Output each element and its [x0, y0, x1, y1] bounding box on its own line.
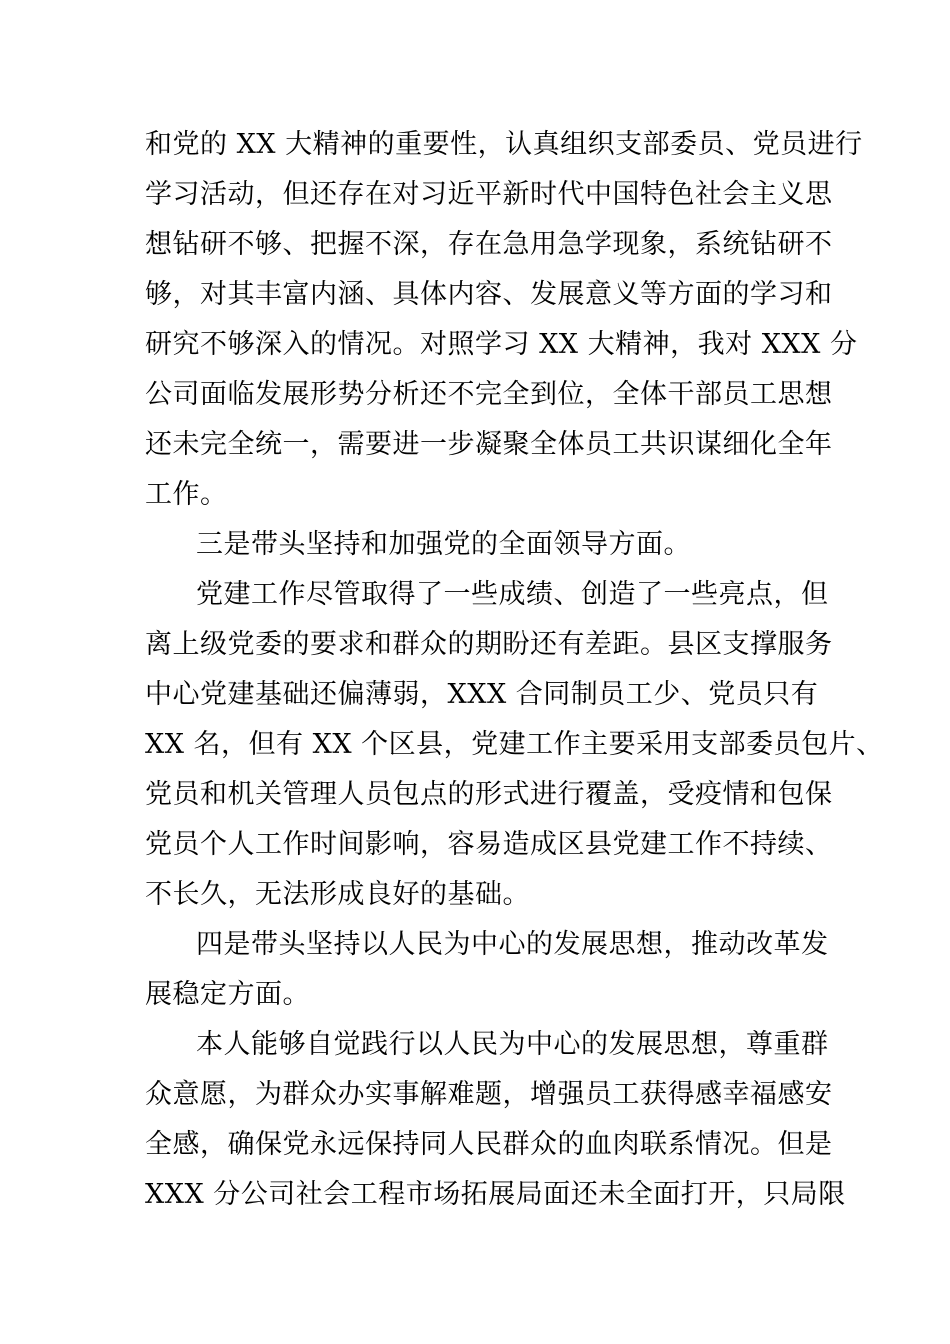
text-line: 党员个人工作时间影响，容易造成区县党建工作不持续、	[145, 829, 833, 860]
text-line: 不长久，无法形成良好的基础。	[145, 879, 530, 910]
text-line: 公司面临发展形势分析还不完全到位，全体干部员工思想	[145, 379, 833, 410]
text-line: 党员和机关管理人员包点的形式进行覆盖，受疫情和包保	[145, 779, 833, 810]
text-line: XX 名，但有 XX 个区县，党建工作主要采用支部委员包片、	[145, 729, 884, 760]
text-line: 党建工作尽管取得了一些成绩、创造了一些亮点，但	[196, 579, 829, 610]
section-heading-continued: 展稳定方面。	[145, 979, 310, 1010]
text-line: 够，对其丰富内涵、具体内容、发展意义等方面的学习和	[145, 279, 833, 310]
text-line: 想钻研不够、把握不深，存在急用急学现象，系统钻研不	[145, 229, 833, 260]
text-line: 全感，确保党永远保持同人民群众的血肉联系情况。但是	[145, 1129, 833, 1160]
text-line: 和党的 XX 大精神的重要性，认真组织支部委员、党员进行	[145, 129, 863, 160]
text-line: 中心党建基础还偏薄弱，XXX 合同制员工少、党员只有	[145, 679, 819, 710]
text-line: 众意愿，为群众办实事解难题，增强员工获得感幸福感安	[145, 1079, 833, 1110]
text-line: XXX 分公司社会工程市场拓展局面还未全面打开，只局限	[145, 1179, 846, 1210]
text-line: 本人能够自觉践行以人民为中心的发展思想，尊重群	[196, 1029, 829, 1060]
text-line: 工作。	[145, 479, 228, 510]
text-line: 学习活动，但还存在对习近平新时代中国特色社会主义思	[145, 179, 833, 210]
text-line: 研究不够深入的情况。对照学习 XX 大精神，我对 XXX 分	[145, 329, 858, 360]
section-heading: 四是带头坚持以人民为中心的发展思想，推动改革发	[196, 929, 829, 960]
section-heading: 三是带头坚持和加强党的全面领导方面。	[196, 529, 691, 560]
text-line: 还未完全统一，需要进一步凝聚全体员工共识谋细化全年	[145, 429, 833, 460]
text-line: 离上级党委的要求和群众的期盼还有差距。县区支撑服务	[145, 629, 833, 660]
